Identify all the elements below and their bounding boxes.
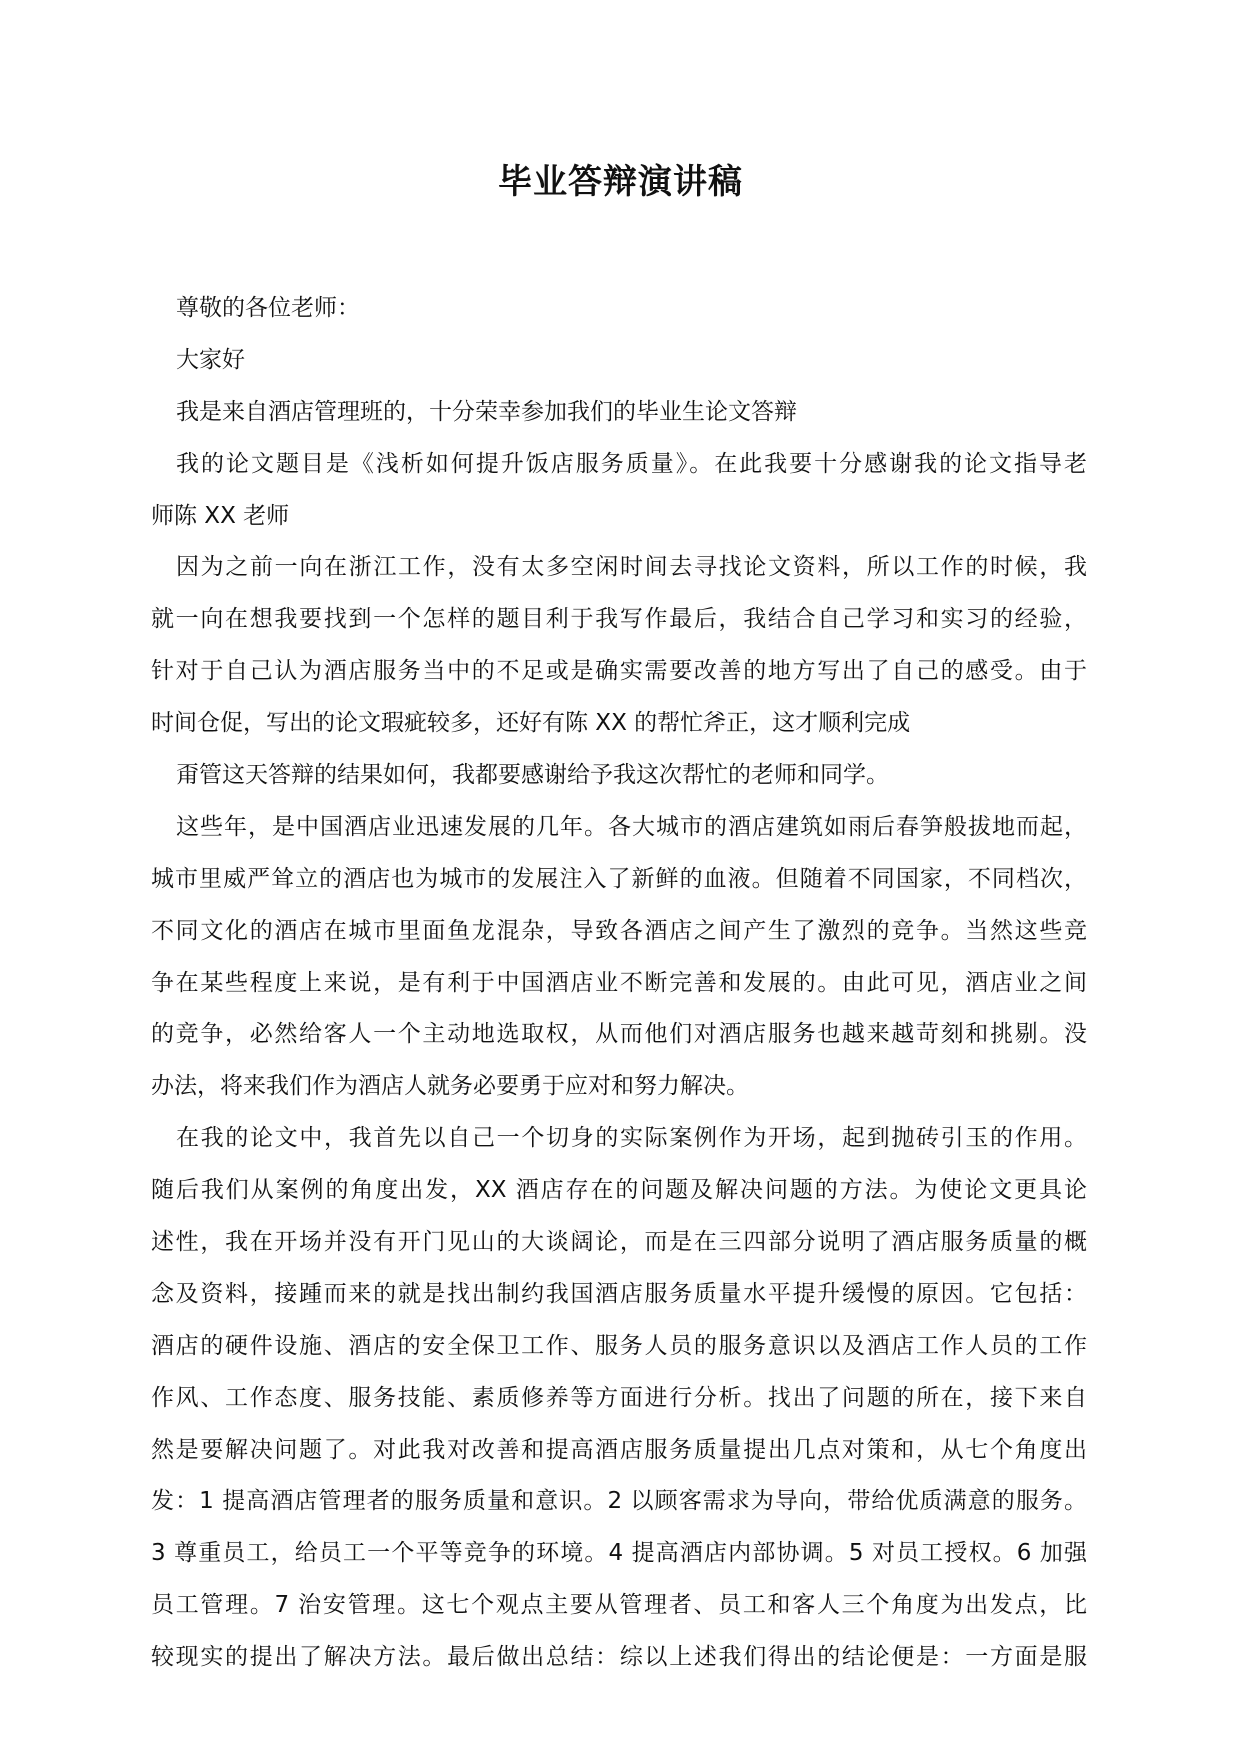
- body-text-line: 大家好: [176, 346, 245, 373]
- body-text-line: 酒店的硬件设施、酒店的安全保卫工作、服务人员的服务意识以及酒店工作人员的工作: [151, 1332, 1087, 1359]
- body-text-line: 然是要解决问题了。对此我对改善和提高酒店服务质量提出几点对策和，从七个角度出: [151, 1436, 1087, 1463]
- body-text-line: 随后我们从案例的角度出发，XX 酒店存在的问题及解决问题的方法。为使论文更具论: [151, 1177, 1087, 1204]
- body-text-line: 因为之前一向在浙江工作，没有太多空闲时间去寻找论文资料，所以工作的时候，我: [176, 554, 1087, 581]
- body-text-line: 发：1 提高酒店管理者的服务质量和意识。2 以顾客需求为导向，带给优质满意的服务。: [151, 1488, 1087, 1515]
- body-text-line: 城市里威严耸立的酒店也为城市的发展注入了新鲜的血液。但随着不同国家，不同档次，: [151, 865, 1087, 892]
- body-text-line: 员工管理。7 治安管理。这七个观点主要从管理者、员工和客人三个角度为出发点，比: [151, 1592, 1087, 1619]
- document-body: [151, 283, 1087, 1684]
- body-text-line: 这些年，是中国酒店业迅速发展的几年。各大城市的酒店建筑如雨后春笋般拔地而起，: [176, 813, 1087, 840]
- body-text-line: 的竞争，必然给客人一个主动地选取权，从而他们对酒店服务也越来越苛刻和挑剔。没: [151, 1021, 1087, 1048]
- document-title: 毕业答辩演讲稿: [498, 162, 743, 202]
- body-text-line: 就一向在想我要找到一个怎样的题目利于我写作最后，我结合自己学习和实习的经验，: [151, 606, 1087, 633]
- body-text-line: 针对于自己认为酒店服务当中的不足或是确实需要改善的地方写出了自己的感受。由于: [151, 658, 1087, 685]
- body-text-line: 在我的论文中，我首先以自己一个切身的实际案例作为开场，起到抛砖引玉的作用。: [176, 1125, 1087, 1152]
- body-text-line: 师陈 XX 老师: [151, 502, 290, 529]
- body-text-line: 办法，将来我们作为酒店人就务必要勇于应对和努力解决。: [151, 1073, 749, 1100]
- body-text-line: 时间仓促，写出的论文瑕疵较多，还好有陈 XX 的帮忙斧正，这才顺利完成: [151, 710, 911, 737]
- body-text-line: 甭管这天答辩的结果如何，我都要感谢给予我这次帮忙的老师和同学。: [176, 762, 889, 789]
- body-text-line: 不同文化的酒店在城市里面鱼龙混杂，导致各酒店之间产生了激烈的竞争。当然这些竞: [151, 917, 1087, 944]
- body-text-line: 作风、工作态度、服务技能、素质修养等方面进行分析。找出了问题的所在，接下来自: [151, 1384, 1087, 1411]
- body-text-line: 3 尊重员工，给员工一个平等竞争的环境。4 提高酒店内部协调。5 对员工授权。6 加强: [151, 1540, 1087, 1567]
- body-text-line: 较现实的提出了解决方法。最后做出总结：综以上述我们得出的结论便是：一方面是服: [151, 1644, 1087, 1671]
- body-text-line: 争在某些程度上来说，是有利于中国酒店业不断完善和发展的。由此可见，酒店业之间: [151, 969, 1087, 996]
- body-text-line: 我的论文题目是《浅析如何提升饭店服务质量》。在此我要十分感谢我的论文指导老: [176, 450, 1087, 477]
- body-text-line: 述性，我在开场并没有开门见山的大谈阔论，而是在三四部分说明了酒店服务质量的概: [151, 1229, 1087, 1256]
- body-text-line: 念及资料，接踵而来的就是找出制约我国酒店服务质量水平提升缓慢的原因。它包括：: [151, 1280, 1087, 1307]
- body-text-line: 我是来自酒店管理班的，十分荣幸参加我们的毕业生论文答辩: [176, 398, 797, 425]
- body-text-line: 尊敬的各位老师：: [176, 295, 360, 321]
